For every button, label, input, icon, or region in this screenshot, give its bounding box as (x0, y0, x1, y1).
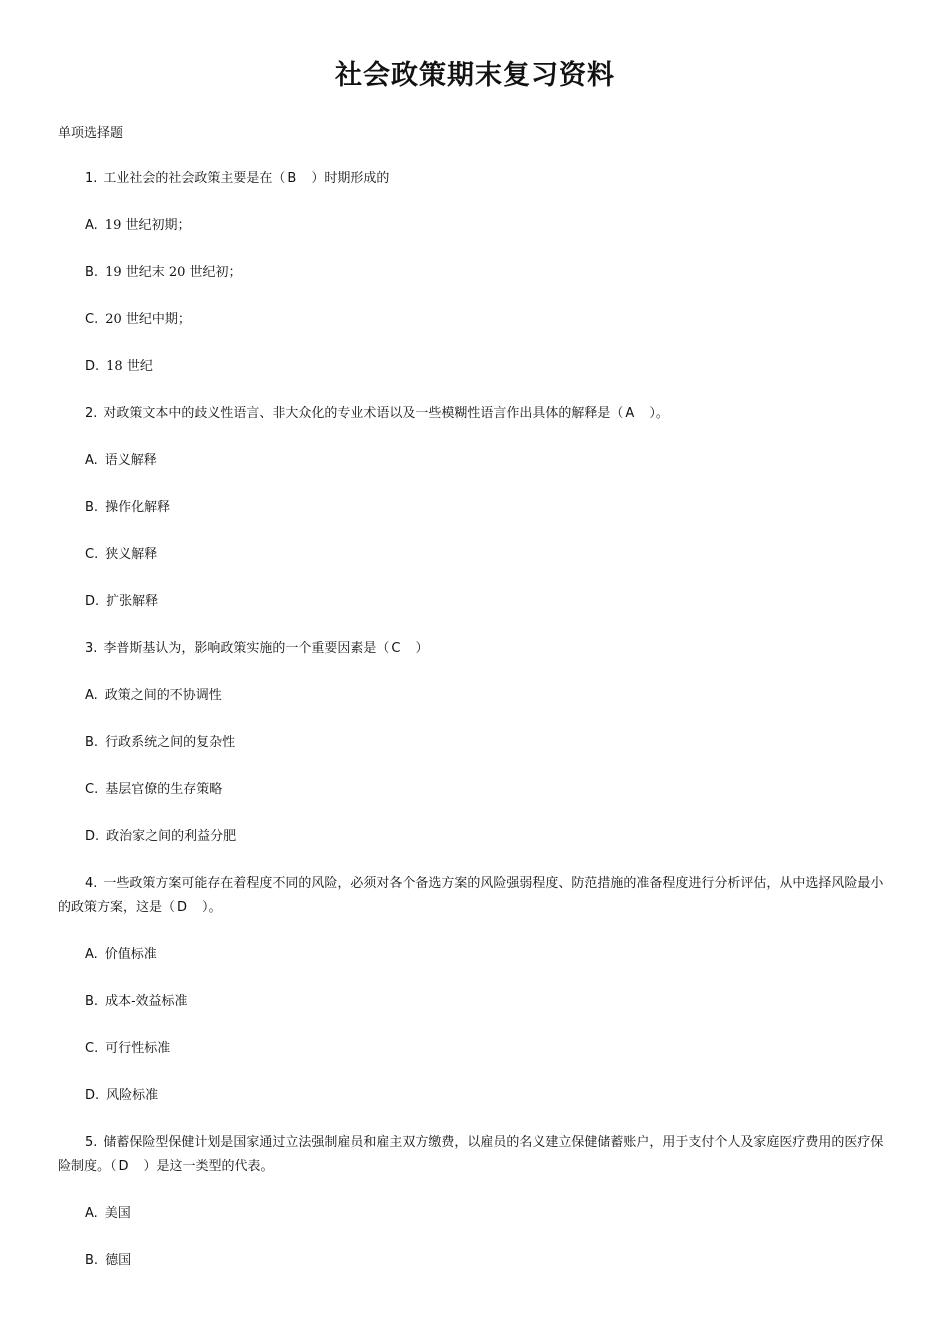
answer-letter: C (391, 641, 401, 656)
option-text: 基层官僚的生存策略 (105, 782, 223, 797)
option-letter: C. (85, 312, 99, 327)
option-item (58, 778, 892, 802)
answer-letter: B (287, 171, 297, 186)
option-item (58, 449, 892, 473)
option-letter: A. (85, 947, 98, 962)
option-letter: D. (85, 594, 100, 609)
option-text: 成本-效益标准 (105, 994, 188, 1009)
option-item (58, 214, 892, 238)
option-letter: D. (85, 1088, 100, 1103)
option-text: 行政系统之间的复杂性 (105, 735, 236, 750)
option-letter: C. (85, 547, 99, 562)
question-number: 5. (85, 1135, 98, 1150)
option-item (58, 355, 892, 379)
question-text: 工业社会的社会政策主要是在（ (103, 171, 286, 186)
option-letter: D. (85, 359, 100, 374)
answer-letter: D (118, 1159, 129, 1174)
answer-letter: A (625, 406, 635, 421)
question-number: 1. (85, 171, 98, 186)
question-3 (58, 637, 892, 661)
option-letter: B. (85, 1253, 99, 1268)
option-letter: A. (85, 453, 98, 468)
option-item (58, 1249, 892, 1273)
page-title: 社会政策期末复习资料 (335, 60, 615, 91)
question-text-end: ）。 (636, 406, 669, 421)
question-text-end: ） (402, 641, 429, 656)
option-letter: B. (85, 994, 99, 1009)
option-letter: B. (85, 265, 99, 280)
question-text: 一些政策方案可能存在着程度不同的风险，必须对各个备选方案的风险强弱程度、防范措施的准备程度进行分析评估，从中选择风险最小的政策方案，这是（ (58, 876, 884, 915)
option-text: 德国 (105, 1253, 132, 1268)
option-item (58, 261, 892, 285)
option-item (58, 684, 892, 708)
option-item (58, 943, 892, 967)
option-letter: C. (85, 1041, 99, 1056)
question-5 (58, 1131, 892, 1179)
option-letter: A. (85, 688, 98, 703)
option-item (58, 990, 892, 1014)
option-item (58, 1202, 892, 1226)
option-letter: B. (85, 500, 99, 515)
option-text: 语义解释 (104, 453, 157, 468)
option-text: 风险标准 (106, 1088, 159, 1103)
option-text: 18 世纪 (106, 359, 153, 374)
option-text: 扩张解释 (106, 594, 159, 609)
question-number: 4. (85, 876, 98, 891)
option-letter: A. (85, 218, 98, 233)
question-number: 3. (85, 641, 98, 656)
option-letter: D. (85, 829, 100, 844)
option-item (58, 543, 892, 567)
option-item (58, 308, 892, 332)
option-text: 政策之间的不协调性 (104, 688, 222, 703)
option-text: 19 世纪初期； (104, 218, 191, 233)
option-letter: B. (85, 735, 99, 750)
option-item (58, 731, 892, 755)
question-2 (58, 402, 892, 426)
question-1 (58, 167, 892, 191)
option-item (58, 825, 892, 849)
option-item (58, 1084, 892, 1108)
question-text: 储蓄保险型保健计划是国家通过立法强制雇员和雇主双方缴费，以雇员的名义建立保健储蓄账户，用于支付个人及家庭医疗费用的医疗保险制度。（ (58, 1135, 884, 1174)
option-letter: C. (85, 782, 99, 797)
option-text: 操作化解释 (105, 500, 171, 515)
question-text-end: ）时期形成的 (298, 171, 390, 186)
question-4 (58, 872, 892, 920)
option-item (58, 590, 892, 614)
option-text: 美国 (104, 1206, 131, 1221)
option-text: 狭义解释 (105, 547, 158, 562)
question-text: 对政策文本中的歧义性语言、非大众化的专业术语以及一些模糊性语言作出具体的解释是（ (103, 406, 624, 421)
answer-letter: D (177, 900, 188, 915)
option-text: 价值标准 (104, 947, 157, 962)
option-text: 可行性标准 (105, 1041, 171, 1056)
question-text: 李普斯基认为，影响政策实施的一个重要因素是（ (103, 641, 390, 656)
option-item (58, 1037, 892, 1061)
option-text: 19 世纪末 20 世纪初； (105, 265, 242, 280)
section-heading: 单项选择题 (58, 126, 124, 141)
option-item (58, 496, 892, 520)
question-text-end: ）。 (189, 900, 222, 915)
question-number: 2. (85, 406, 98, 421)
option-letter: A. (85, 1206, 98, 1221)
option-text: 政治家之间的利益分肥 (106, 829, 237, 844)
question-text-end: ）是这一类型的代表。 (130, 1159, 274, 1174)
option-text: 20 世纪中期； (105, 312, 191, 327)
